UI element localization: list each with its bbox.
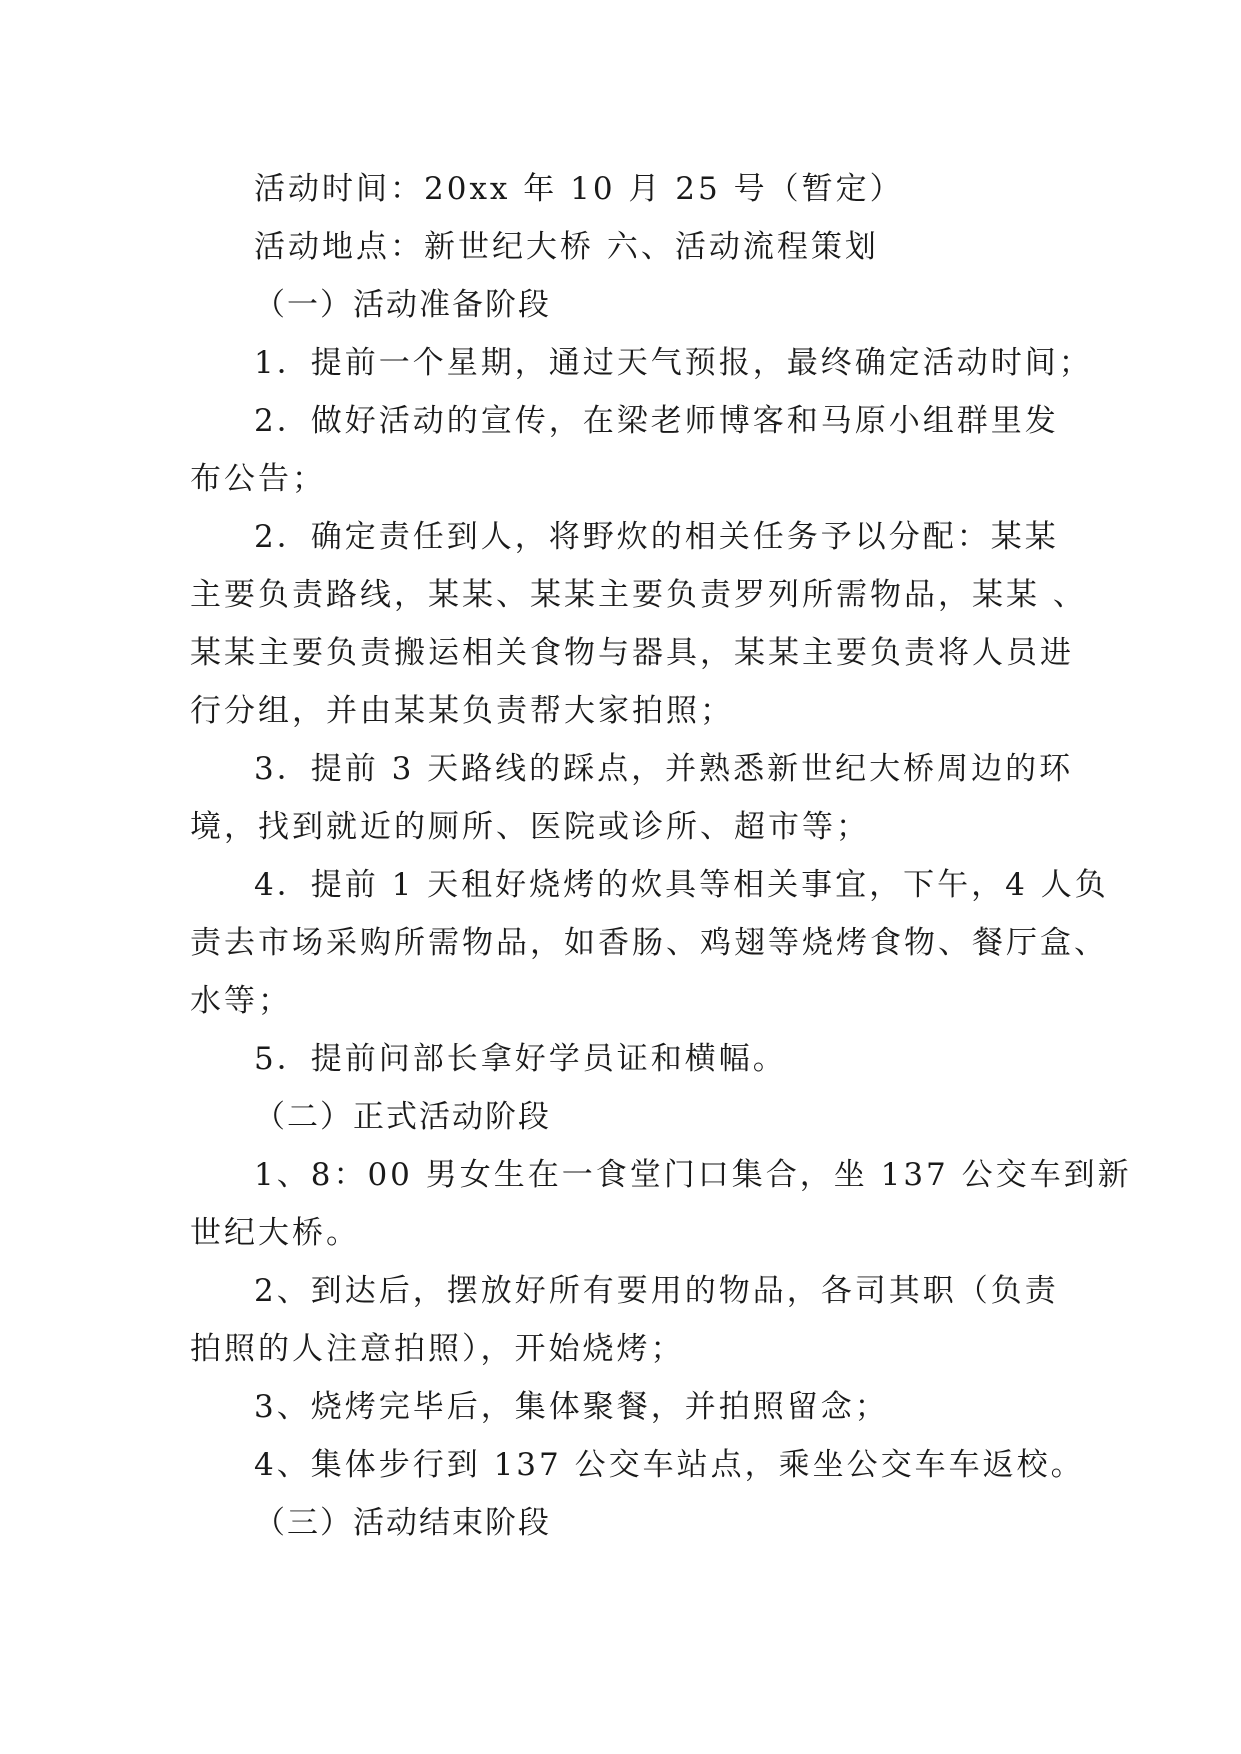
section-heading-closing: （三）活动结束阶段 [254, 1505, 551, 1541]
paragraph-line: 1、8：00 男女生在一食堂门口集合，坐 137 公交车到新 [254, 1157, 1132, 1193]
section-heading-formal: （二）正式活动阶段 [254, 1099, 551, 1135]
paragraph-line: 2．确定责任到人，将野炊的相关任务予以分配：某某 [254, 519, 1059, 555]
paragraph-line: 主要负责路线，某某、某某主要负责罗列所需物品，某某 、 [190, 577, 1087, 613]
paragraph-line: 拍照的人注意拍照），开始烧烤； [190, 1331, 685, 1367]
paragraph-line: 4、集体步行到 137 公交车站点，乘坐公交车车返校。 [254, 1447, 1085, 1483]
paragraph-line: 世纪大桥。 [190, 1215, 360, 1251]
paragraph-line: 3．提前 3 天路线的踩点，并熟悉新世纪大桥周边的环 [254, 751, 1074, 787]
paragraph-line: 5．提前问部长拿好学员证和横幅。 [254, 1041, 787, 1077]
paragraph-line: 布公告； [190, 461, 326, 497]
document-body [190, 160, 1132, 1552]
paragraph-line: 行分组，并由某某负责帮大家拍照； [190, 693, 734, 729]
activity-location-line: 活动地点：新世纪大桥 六、活动流程策划 [254, 229, 879, 265]
paragraph-line: 2．做好活动的宣传，在梁老师博客和马原小组群里发 [254, 403, 1059, 439]
paragraph-line: 2、到达后，摆放好所有要用的物品，各司其职（负责 [254, 1273, 1059, 1309]
paragraph-line: 4．提前 1 天租好烧烤的炊具等相关事宜，下午，4 人负 [254, 867, 1109, 903]
activity-time-line: 活动时间：20xx 年 10 月 25 号（暂定） [254, 171, 904, 207]
paragraph-line: 境，找到就近的厕所、医院或诊所、超市等； [190, 809, 870, 845]
section-heading-preparation: （一）活动准备阶段 [254, 287, 551, 323]
paragraph-line: 3、烧烤完毕后，集体聚餐，并拍照留念； [254, 1389, 889, 1425]
paragraph-line: 某某主要负责搬运相关食物与器具，某某主要负责将人员进 [190, 635, 1074, 671]
paragraph-line: 责去市场采购所需物品，如香肠、鸡翅等烧烤食物、餐厅盒、 [190, 925, 1108, 961]
paragraph-line: 1．提前一个星期，通过天气预报，最终确定活动时间； [254, 345, 1093, 381]
paragraph-line: 水等； [190, 983, 292, 1019]
